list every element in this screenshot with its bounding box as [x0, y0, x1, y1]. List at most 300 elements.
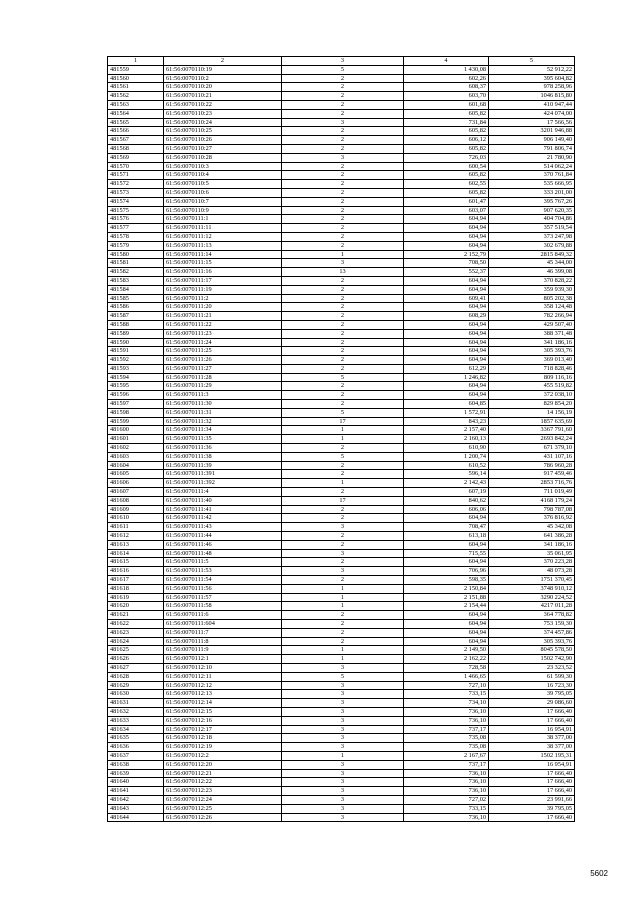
table-row: [108, 496, 575, 505]
table-row: [108, 452, 575, 461]
row-number-cell: 481564: [108, 109, 164, 118]
row-number-cell: 481601: [108, 435, 164, 444]
rate-cell: 603,70: [404, 92, 489, 101]
group-cell: 2: [282, 276, 404, 285]
value-cell: 369 013,40: [489, 356, 575, 365]
cadastral-number-cell: 61:56:0070111:16: [164, 268, 282, 277]
value-cell: 718 828,46: [489, 364, 575, 373]
row-number-cell: 481629: [108, 681, 164, 690]
data-table: [107, 56, 575, 822]
table-row: [108, 303, 575, 312]
value-cell: 38 377,00: [489, 734, 575, 743]
value-cell: 388 371,48: [489, 329, 575, 338]
table-row: [108, 672, 575, 681]
cadastral-number-cell: 61:56:0070112:14: [164, 699, 282, 708]
table-row: [108, 611, 575, 620]
rate-cell: 2 154,44: [404, 602, 489, 611]
row-number-cell: 481566: [108, 127, 164, 136]
group-cell: 3: [282, 760, 404, 769]
value-cell: 2815 849,32: [489, 250, 575, 259]
value-cell: 3748 910,12: [489, 584, 575, 593]
cadastral-number-cell: 61:56:0070110:28: [164, 153, 282, 162]
table-row: [108, 461, 575, 470]
group-cell: 2: [282, 540, 404, 549]
table-row: [108, 795, 575, 804]
rate-cell: 604,94: [404, 241, 489, 250]
rate-cell: 598,35: [404, 576, 489, 585]
row-number-cell: 481579: [108, 241, 164, 250]
group-cell: 2: [282, 136, 404, 145]
cadastral-number-cell: 61:56:0070111:35: [164, 435, 282, 444]
cadastral-number-cell: 61:56:0070111:12: [164, 232, 282, 241]
rate-cell: 596,14: [404, 470, 489, 479]
group-cell: 2: [282, 285, 404, 294]
table-row: [108, 391, 575, 400]
page-number: 5602: [590, 869, 608, 878]
rate-cell: 2 157,40: [404, 426, 489, 435]
cadastral-number-cell: 61:56:0070112:16: [164, 716, 282, 725]
table-row: [108, 637, 575, 646]
row-number-cell: 481593: [108, 364, 164, 373]
group-cell: 3: [282, 787, 404, 796]
row-number-cell: 481598: [108, 408, 164, 417]
table-row: [108, 92, 575, 101]
row-number-cell: 481585: [108, 294, 164, 303]
table-row: [108, 118, 575, 127]
cadastral-number-cell: 61:56:0070111:28: [164, 373, 282, 382]
rate-cell: 1 246,82: [404, 373, 489, 382]
group-cell: 2: [282, 74, 404, 83]
cadastral-number-cell: 61:56:0070111:4: [164, 488, 282, 497]
row-number-cell: 481609: [108, 505, 164, 514]
rate-cell: 605,82: [404, 127, 489, 136]
cadastral-number-cell: 61:56:0070110:23: [164, 109, 282, 118]
rate-cell: 607,19: [404, 488, 489, 497]
row-number-cell: 481562: [108, 92, 164, 101]
table-row: [108, 435, 575, 444]
value-cell: 341 186,16: [489, 338, 575, 347]
row-number-cell: 481589: [108, 329, 164, 338]
group-cell: 3: [282, 681, 404, 690]
row-number-cell: 481576: [108, 215, 164, 224]
row-number-cell: 481582: [108, 268, 164, 277]
value-cell: 364 778,82: [489, 611, 575, 620]
rate-cell: 733,15: [404, 690, 489, 699]
row-number-cell: 481636: [108, 743, 164, 752]
table-row: [108, 620, 575, 629]
table-row: [108, 663, 575, 672]
cadastral-number-cell: 61:56:0070111:391: [164, 470, 282, 479]
value-cell: 16 723,30: [489, 681, 575, 690]
rate-cell: 735,08: [404, 743, 489, 752]
value-cell: 370 223,28: [489, 558, 575, 567]
value-cell: 357 519,54: [489, 224, 575, 233]
rate-cell: 735,08: [404, 734, 489, 743]
row-number-cell: 481613: [108, 540, 164, 549]
table-row: [108, 382, 575, 391]
value-cell: 39 795,05: [489, 804, 575, 813]
row-number-cell: 481630: [108, 690, 164, 699]
cadastral-number-cell: 61:56:0070111:392: [164, 479, 282, 488]
value-cell: 917 459,46: [489, 470, 575, 479]
cadastral-number-cell: 61:56:0070111:53: [164, 567, 282, 576]
value-cell: 39 795,05: [489, 690, 575, 699]
group-cell: 2: [282, 364, 404, 373]
group-cell: 3: [282, 725, 404, 734]
rate-cell: 608,37: [404, 83, 489, 92]
value-cell: 2693 842,24: [489, 435, 575, 444]
rate-cell: 604,94: [404, 620, 489, 629]
group-cell: 5: [282, 373, 404, 382]
rate-cell: 736,10: [404, 707, 489, 716]
cadastral-number-cell: 61:56:0070111:54: [164, 576, 282, 585]
value-cell: 786 960,28: [489, 461, 575, 470]
cadastral-number-cell: 61:56:0070111:36: [164, 444, 282, 453]
group-cell: 5: [282, 408, 404, 417]
row-number-cell: 481572: [108, 180, 164, 189]
group-cell: 2: [282, 294, 404, 303]
group-cell: 2: [282, 127, 404, 136]
group-cell: 2: [282, 444, 404, 453]
group-cell: 3: [282, 567, 404, 576]
group-cell: 2: [282, 312, 404, 321]
value-cell: 341 186,16: [489, 540, 575, 549]
cadastral-number-cell: 61:56:0070111:57: [164, 593, 282, 602]
table-row: [108, 479, 575, 488]
table-row: [108, 532, 575, 541]
row-number-cell: 481606: [108, 479, 164, 488]
group-cell: 2: [282, 611, 404, 620]
row-number-cell: 481607: [108, 488, 164, 497]
table-row: [108, 707, 575, 716]
rate-cell: 605,82: [404, 188, 489, 197]
rate-cell: 731,84: [404, 118, 489, 127]
group-cell: 3: [282, 743, 404, 752]
row-number-cell: 481596: [108, 391, 164, 400]
rate-cell: 604,94: [404, 637, 489, 646]
row-number-cell: 481590: [108, 338, 164, 347]
row-number-cell: 481634: [108, 725, 164, 734]
value-cell: 370 828,22: [489, 276, 575, 285]
value-cell: 17 566,56: [489, 118, 575, 127]
row-number-cell: 481565: [108, 118, 164, 127]
column-header-1: 1: [108, 57, 164, 66]
group-cell: 3: [282, 716, 404, 725]
group-cell: 3: [282, 707, 404, 716]
value-cell: 16 954,91: [489, 725, 575, 734]
group-cell: 2: [282, 215, 404, 224]
value-cell: 305 393,76: [489, 347, 575, 356]
value-cell: 431 107,16: [489, 452, 575, 461]
cadastral-number-cell: 61:56:0070111:17: [164, 276, 282, 285]
rate-cell: 605,82: [404, 171, 489, 180]
group-cell: 2: [282, 171, 404, 180]
rate-cell: 604,94: [404, 558, 489, 567]
table-row: [108, 285, 575, 294]
value-cell: 1502 742,90: [489, 655, 575, 664]
cadastral-number-cell: 61:56:0070111:6: [164, 611, 282, 620]
value-cell: 711 019,49: [489, 488, 575, 497]
row-number-cell: 481586: [108, 303, 164, 312]
cadastral-number-cell: 61:56:0070111:8: [164, 637, 282, 646]
rate-cell: 609,41: [404, 294, 489, 303]
row-number-cell: 481641: [108, 787, 164, 796]
value-cell: 29 086,60: [489, 699, 575, 708]
table-row: [108, 241, 575, 250]
group-cell: 3: [282, 734, 404, 743]
group-cell: 2: [282, 206, 404, 215]
rate-cell: 604,94: [404, 347, 489, 356]
group-cell: 2: [282, 320, 404, 329]
rate-cell: 2 142,43: [404, 479, 489, 488]
row-number-cell: 481587: [108, 312, 164, 321]
cadastral-number-cell: 61:56:0070111:20: [164, 303, 282, 312]
row-number-cell: 481622: [108, 620, 164, 629]
rate-cell: 1 466,65: [404, 672, 489, 681]
group-cell: 2: [282, 197, 404, 206]
table-row: [108, 725, 575, 734]
row-number-cell: 481616: [108, 567, 164, 576]
table-row: [108, 549, 575, 558]
table-row: [108, 171, 575, 180]
row-number-cell: 481615: [108, 558, 164, 567]
value-cell: 671 379,10: [489, 444, 575, 453]
group-cell: 2: [282, 532, 404, 541]
value-cell: 3290 224,52: [489, 593, 575, 602]
cadastral-number-cell: 61:56:0070111:39: [164, 461, 282, 470]
table-row: [108, 329, 575, 338]
cadastral-number-cell: 61:56:0070112:15: [164, 707, 282, 716]
table-row: [108, 312, 575, 321]
table-row: [108, 681, 575, 690]
row-number-cell: 481635: [108, 734, 164, 743]
rate-cell: 608,29: [404, 312, 489, 321]
group-cell: 1: [282, 602, 404, 611]
row-number-cell: 481570: [108, 162, 164, 171]
group-cell: 2: [282, 188, 404, 197]
value-cell: 61 599,30: [489, 672, 575, 681]
cadastral-number-cell: 61:56:0070111:11: [164, 224, 282, 233]
row-number-cell: 481621: [108, 611, 164, 620]
value-cell: 395 767,26: [489, 197, 575, 206]
group-cell: 2: [282, 162, 404, 171]
row-number-cell: 481617: [108, 576, 164, 585]
rate-cell: 734,10: [404, 699, 489, 708]
value-cell: 373 247,98: [489, 232, 575, 241]
rate-cell: 1 200,74: [404, 452, 489, 461]
row-number-cell: 481626: [108, 655, 164, 664]
cadastral-number-cell: 61:56:0070110:19: [164, 65, 282, 74]
cadastral-number-cell: 61:56:0070110:25: [164, 127, 282, 136]
table-row: [108, 144, 575, 153]
value-cell: 359 939,30: [489, 285, 575, 294]
table-row: [108, 294, 575, 303]
value-cell: 829 854,20: [489, 400, 575, 409]
row-number-cell: 481581: [108, 259, 164, 268]
cadastral-number-cell: 61:56:0070112:18: [164, 734, 282, 743]
rate-cell: 604,94: [404, 303, 489, 312]
rate-cell: 727,02: [404, 795, 489, 804]
value-cell: 46 399,08: [489, 268, 575, 277]
rate-cell: 2 162,22: [404, 655, 489, 664]
cadastral-number-cell: 61:56:0070111:27: [164, 364, 282, 373]
rate-cell: 736,10: [404, 778, 489, 787]
rate-cell: 728,58: [404, 663, 489, 672]
rate-cell: 604,94: [404, 514, 489, 523]
value-cell: 753 159,30: [489, 620, 575, 629]
cadastral-number-cell: 61:56:0070111:5: [164, 558, 282, 567]
row-number-cell: 481612: [108, 532, 164, 541]
cadastral-number-cell: 61:56:0070111:38: [164, 452, 282, 461]
row-number-cell: 481559: [108, 65, 164, 74]
row-number-cell: 481578: [108, 232, 164, 241]
table-row: [108, 224, 575, 233]
rate-cell: 2 150,84: [404, 584, 489, 593]
row-number-cell: 481594: [108, 373, 164, 382]
table-row: [108, 127, 575, 136]
cadastral-number-cell: 61:56:0070111:7: [164, 628, 282, 637]
cadastral-number-cell: 61:56:0070112:13: [164, 690, 282, 699]
table-row: [108, 206, 575, 215]
cadastral-number-cell: 61:56:0070112:26: [164, 813, 282, 822]
value-cell: 782 266,94: [489, 312, 575, 321]
cadastral-number-cell: 61:56:0070110:4: [164, 171, 282, 180]
group-cell: 2: [282, 347, 404, 356]
row-number-cell: 481560: [108, 74, 164, 83]
cadastral-number-cell: 61:56:0070111:21: [164, 312, 282, 321]
rate-cell: 727,10: [404, 681, 489, 690]
rate-cell: 604,94: [404, 391, 489, 400]
value-cell: 45 344,00: [489, 259, 575, 268]
table-row: [108, 734, 575, 743]
row-number-cell: 481567: [108, 136, 164, 145]
value-cell: 17 666,40: [489, 813, 575, 822]
cadastral-number-cell: 61:56:0070112:12: [164, 681, 282, 690]
cadastral-number-cell: 61:56:0070112:2: [164, 751, 282, 760]
rate-cell: 736,10: [404, 813, 489, 822]
group-cell: 3: [282, 778, 404, 787]
group-cell: 3: [282, 804, 404, 813]
cadastral-number-cell: 61:56:0070110:2: [164, 74, 282, 83]
cadastral-number-cell: 61:56:0070111:44: [164, 532, 282, 541]
rate-cell: 613,18: [404, 532, 489, 541]
cadastral-number-cell: 61:56:0070110:9: [164, 206, 282, 215]
table-row: [108, 153, 575, 162]
table-row: [108, 180, 575, 189]
value-cell: 14 156,19: [489, 408, 575, 417]
value-cell: 805 202,38: [489, 294, 575, 303]
value-cell: 791 806,74: [489, 144, 575, 153]
row-number-cell: 481571: [108, 171, 164, 180]
header-row: [108, 57, 575, 66]
rate-cell: 2 149,50: [404, 646, 489, 655]
group-cell: 1: [282, 751, 404, 760]
table-row: [108, 505, 575, 514]
table-row: [108, 364, 575, 373]
row-number-cell: 481610: [108, 514, 164, 523]
row-number-cell: 481602: [108, 444, 164, 453]
rate-cell: 612,29: [404, 364, 489, 373]
value-cell: 38 377,00: [489, 743, 575, 752]
rate-cell: 708,47: [404, 523, 489, 532]
table-row: [108, 74, 575, 83]
cadastral-number-cell: 61:56:0070111:43: [164, 523, 282, 532]
rate-cell: 604,94: [404, 276, 489, 285]
cadastral-number-cell: 61:56:0070112:10: [164, 663, 282, 672]
rate-cell: 736,10: [404, 769, 489, 778]
rate-cell: 604,94: [404, 224, 489, 233]
group-cell: 2: [282, 488, 404, 497]
table-row: [108, 444, 575, 453]
cadastral-number-cell: 61:56:0070111:9: [164, 646, 282, 655]
value-cell: 1046 815,80: [489, 92, 575, 101]
table-row: [108, 716, 575, 725]
rate-cell: 733,15: [404, 804, 489, 813]
value-cell: 906 149,40: [489, 136, 575, 145]
value-cell: 395 604,82: [489, 74, 575, 83]
value-cell: 4168 179,24: [489, 496, 575, 505]
value-cell: 23 991,66: [489, 795, 575, 804]
row-number-cell: 481568: [108, 144, 164, 153]
group-cell: 1: [282, 584, 404, 593]
value-cell: 374 457,86: [489, 628, 575, 637]
value-cell: 305 393,76: [489, 637, 575, 646]
table-row: [108, 584, 575, 593]
rate-cell: 604,94: [404, 232, 489, 241]
row-number-cell: 481563: [108, 100, 164, 109]
table-row: [108, 743, 575, 752]
table-row: [108, 699, 575, 708]
table-row: [108, 259, 575, 268]
group-cell: 3: [282, 523, 404, 532]
table-row: [108, 250, 575, 259]
group-cell: 1: [282, 646, 404, 655]
cadastral-number-cell: 61:56:0070110:20: [164, 83, 282, 92]
cadastral-number-cell: 61:56:0070111:58: [164, 602, 282, 611]
group-cell: 5: [282, 672, 404, 681]
value-cell: 978 258,96: [489, 83, 575, 92]
table-row: [108, 320, 575, 329]
cadastral-number-cell: 61:56:0070110:6: [164, 188, 282, 197]
cadastral-number-cell: 61:56:0070112:23: [164, 787, 282, 796]
rate-cell: 604,94: [404, 215, 489, 224]
value-cell: 17 666,40: [489, 778, 575, 787]
row-number-cell: 481639: [108, 769, 164, 778]
rate-cell: 706,96: [404, 567, 489, 576]
table-row: [108, 400, 575, 409]
table-row: [108, 268, 575, 277]
rate-cell: 610,90: [404, 444, 489, 453]
value-cell: 17 666,40: [489, 769, 575, 778]
row-number-cell: 481600: [108, 426, 164, 435]
column-header-4: 4: [404, 57, 489, 66]
rate-cell: 715,55: [404, 549, 489, 558]
rate-cell: 2 167,67: [404, 751, 489, 760]
table-row: [108, 778, 575, 787]
table-row: [108, 276, 575, 285]
cadastral-number-cell: 61:56:0070111:25: [164, 347, 282, 356]
table-row: [108, 417, 575, 426]
group-cell: 1: [282, 655, 404, 664]
row-number-cell: 481583: [108, 276, 164, 285]
cadastral-number-cell: 61:56:0070111:26: [164, 356, 282, 365]
cadastral-number-cell: 61:56:0070111:48: [164, 549, 282, 558]
cadastral-number-cell: 61:56:0070111:3: [164, 391, 282, 400]
cadastral-number-cell: 61:56:0070111:15: [164, 259, 282, 268]
cadastral-number-cell: 61:56:0070111:41: [164, 505, 282, 514]
group-cell: 17: [282, 496, 404, 505]
table-row: [108, 373, 575, 382]
